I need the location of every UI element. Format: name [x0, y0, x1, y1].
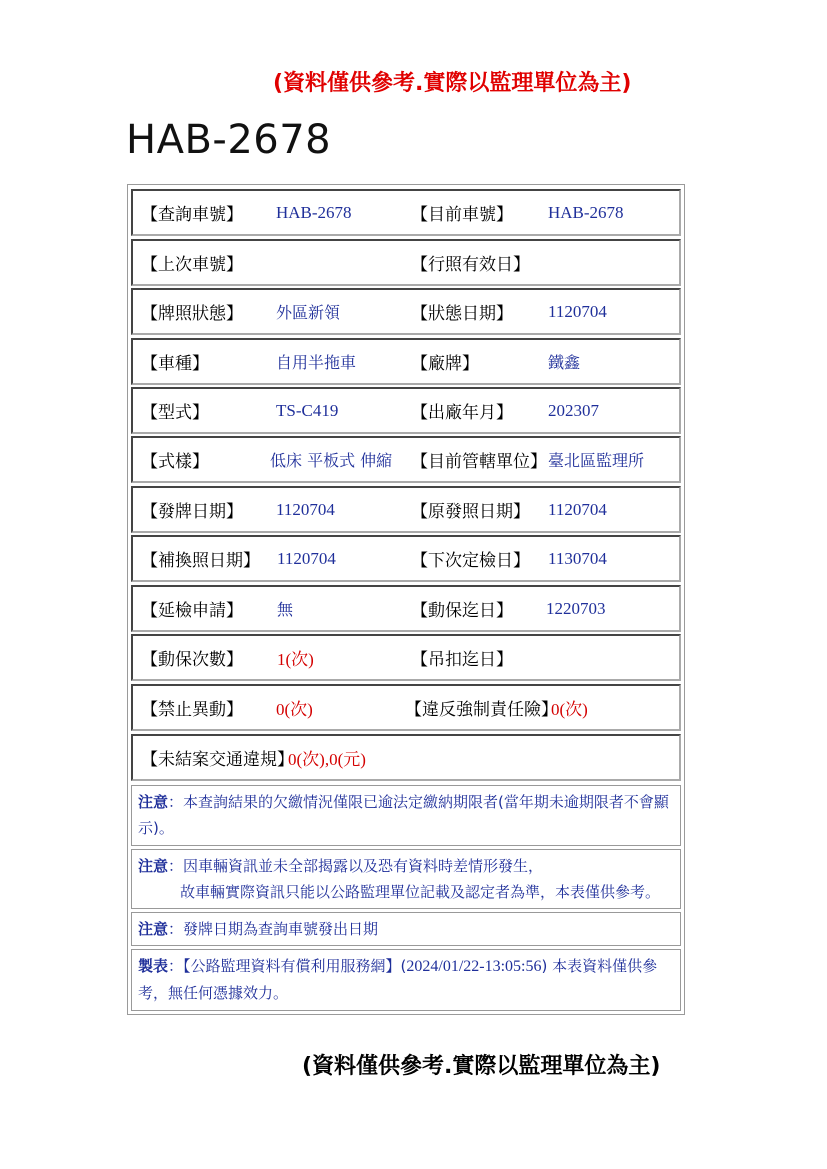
- note-text: ：因車輛資訊並未全部揭露以及恐有資料時差情形發生，: [168, 857, 544, 875]
- previous-plate-label: 【上次車號】: [141, 255, 243, 275]
- status-date-value: 1120704: [548, 301, 607, 321]
- mortgage-count-value: 1(次): [277, 650, 314, 669]
- vehicle-record-table: [127, 184, 685, 1015]
- original-license-date-value: 1120704: [548, 499, 607, 519]
- original-license-date-label: 【原發照日期】: [411, 502, 530, 522]
- footer-tag: 製表: [138, 957, 169, 975]
- mortgage-until-value: 1220703: [546, 598, 606, 618]
- vehicle-type-label: 【車種】: [141, 354, 209, 374]
- reissue-license-date-value: 1120704: [277, 548, 336, 568]
- insurance-violation-label: 【違反強制責任險】: [405, 700, 558, 720]
- table-row: [131, 585, 681, 632]
- disclaimer-bottom: (資料僅供參考.實際以監理單位為主): [302, 1054, 661, 1079]
- table-row: [131, 338, 681, 385]
- brand-value: 鐵鑫: [548, 353, 581, 372]
- brand-label: 【廠牌】: [411, 354, 479, 374]
- table-row: [131, 486, 681, 533]
- table-row: [131, 436, 681, 483]
- table-row: [131, 387, 681, 434]
- revocation-until-label: 【吊扣迄日】: [411, 650, 513, 670]
- note-disclosure: [131, 849, 681, 909]
- status-date-label: 【狀態日期】: [411, 304, 513, 324]
- footer-prefix: ：【公路監理資料有償利用服務網】(: [168, 957, 407, 975]
- style-label: 【式樣】: [141, 452, 209, 472]
- disclaimer-top: (資料僅供參考.實際以監理單位為主): [273, 71, 632, 96]
- table-row: [131, 684, 681, 731]
- table-row: [131, 189, 681, 236]
- plate-status-label: 【牌照狀態】: [141, 304, 243, 324]
- table-row: [131, 239, 681, 286]
- query-plate-value: HAB-2678: [276, 202, 352, 222]
- note-tag: 注意: [138, 857, 169, 875]
- inspection-extension-label: 【延檢申請】: [141, 601, 243, 621]
- footer-suffix: ) 本表資料僅供參考，無任何憑據效力。: [138, 957, 658, 1002]
- next-inspection-date-label: 【下次定檢日】: [411, 551, 530, 571]
- table-row: [131, 734, 681, 781]
- current-office-value: 臺北區監理所: [548, 451, 645, 470]
- unsettled-violations-value: 0(次),0(元): [288, 750, 366, 769]
- note-overdue: [131, 785, 681, 846]
- table-row: [131, 535, 681, 582]
- note-text: ：本查詢結果的欠繳情況僅限已逾法定繳納期限者(當年期未逾期限者不會顯示)。: [138, 793, 669, 837]
- mortgage-until-label: 【動保迄日】: [411, 601, 513, 621]
- note-text: ：發牌日期為查詢車號發出日期: [168, 920, 379, 938]
- report-footer: [131, 949, 681, 1011]
- plate-title: HAB-2678: [126, 117, 332, 163]
- footer-timestamp: 2024/01/22-13:05:56: [406, 958, 542, 975]
- model-value: TS-C419: [276, 400, 339, 420]
- inspection-extension-value: 無: [277, 600, 294, 619]
- next-inspection-date-value: 1130704: [548, 548, 607, 568]
- plate-issue-date-label: 【發牌日期】: [141, 502, 243, 522]
- query-plate-label: 【查詢車號】: [141, 205, 243, 225]
- unsettled-violations-label: 【未結案交通違規】: [141, 750, 294, 770]
- current-plate-label: 【目前車號】: [411, 205, 513, 225]
- license-valid-date-label: 【行照有效日】: [411, 255, 530, 275]
- note-issue-date: [131, 912, 681, 946]
- table-row: [131, 634, 681, 681]
- manufacture-date-label: 【出廠年月】: [411, 403, 513, 423]
- current-plate-value: HAB-2678: [548, 202, 624, 222]
- current-office-label: 【目前管轄單位】: [411, 452, 547, 472]
- note-tag: 注意: [138, 920, 169, 938]
- insurance-violation-value: 0(次): [551, 700, 588, 719]
- reissue-license-date-label: 【補換照日期】: [141, 551, 260, 571]
- transfer-prohibited-label: 【禁止異動】: [141, 700, 243, 720]
- note-tag: 注意: [138, 793, 169, 811]
- note-text-continued: 故車輛實際資訊只能以公路監理單位記載及認定者為準，本表僅供參考。: [180, 883, 661, 901]
- mortgage-count-label: 【動保次數】: [141, 650, 243, 670]
- vehicle-type-value: 自用半拖車: [276, 353, 357, 372]
- model-label: 【型式】: [141, 403, 209, 423]
- transfer-prohibited-value: 0(次): [276, 700, 313, 719]
- manufacture-date-value: 202307: [548, 400, 599, 420]
- plate-issue-date-value: 1120704: [276, 499, 335, 519]
- table-row: [131, 288, 681, 335]
- style-value: 低床 平板式 伸縮: [270, 451, 393, 470]
- plate-status-value: 外區新領: [276, 303, 341, 322]
